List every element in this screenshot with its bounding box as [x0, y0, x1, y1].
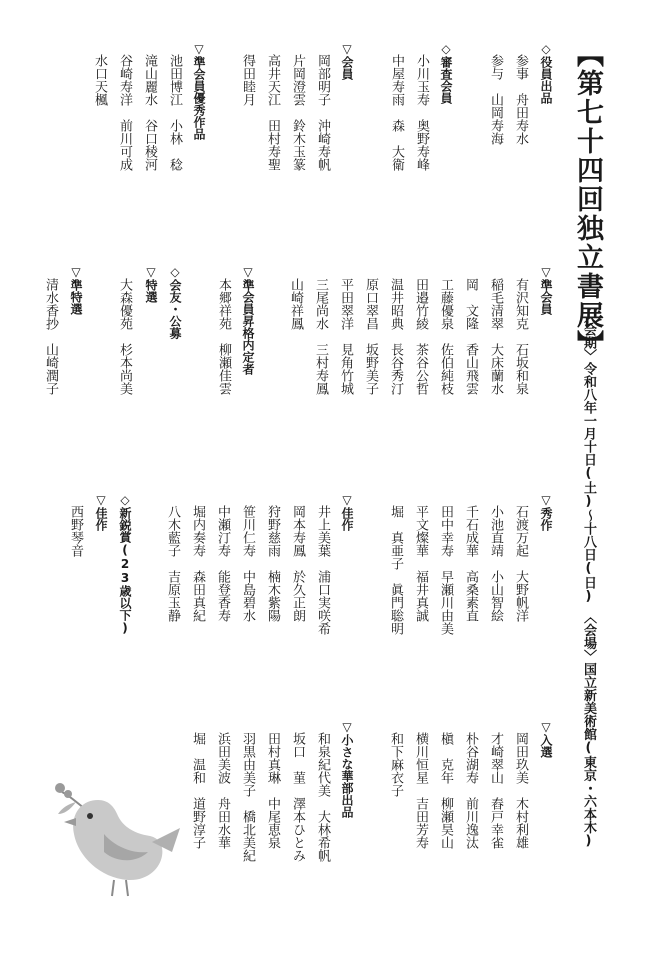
small-3: 田村真琳 中尾恵泉 [265, 732, 280, 849]
member-3: 高井天江 田村寿聖 [265, 54, 280, 171]
semi-special-heading: ▽準特選 [69, 265, 83, 315]
assoc-9: 三尾尚水 三村寿鳳 [313, 278, 328, 395]
promoted-1: 本郷祥苑 柳瀬佳雲 [216, 278, 231, 395]
special-1: 大森優苑 杉本尚美 [117, 278, 132, 395]
bird-body [73, 800, 162, 880]
assoc-1: 有沢知克 石坂和泉 [513, 278, 528, 395]
excellent-1: 池田博江 小林 稔 [167, 54, 182, 171]
nyusen-6: 和下麻衣子 [388, 732, 403, 797]
nyusen-2: 才崎翠山 舂戸幸雀 [488, 732, 503, 849]
shusaku-2: 小池直靖 小山智絵 [488, 505, 503, 622]
shusaku-heading: ▽秀作 [539, 493, 553, 531]
assoc-heading: ▽準会員 [539, 265, 553, 315]
semi-special-1: 清水香抄 山崎潤子 [43, 278, 58, 395]
small-6: 堀 温和 道野淳子 [190, 732, 205, 849]
shusaku-4: 田中幸寿 早瀬川由美 [438, 505, 453, 635]
nyusen-5: 横川恒星 吉田芳寿 [413, 732, 428, 849]
member-1: 岡部明子 沖崎寿帆 [315, 54, 330, 171]
shusaku-3: 千石成華 高桑素直 [463, 505, 478, 622]
small-heading: ▽小さな華部出品 [340, 720, 354, 818]
assoc-10: 山崎祥鳳 [288, 278, 303, 330]
berry [55, 783, 65, 793]
bird-illustration [40, 780, 180, 910]
assoc-2: 稲毛清翠 大床蘭水 [488, 278, 503, 395]
bird-eye [87, 813, 93, 819]
member-2: 片岡澄雲 鈴木玉篆 [290, 54, 305, 171]
newcomer-heading: ◇新鋭賞(23歳以下) [118, 493, 132, 635]
members-heading: ▽会員 [340, 42, 354, 80]
excellent-3: 谷崎寿洋 前川可成 [117, 54, 132, 171]
small-1: 和泉紀代美 大林希帆 [315, 732, 330, 862]
newcomer-kasaku-heading: ▽佳作 [94, 493, 108, 531]
bird-leg [112, 880, 128, 896]
kasaku-4: 笹川仁寿 中島碧水 [240, 505, 255, 622]
member-4: 得田睦月 [240, 54, 255, 106]
leaf [58, 802, 76, 814]
assoc-6: 温井昭典 長谷秀汀 [388, 278, 403, 395]
berry [64, 790, 72, 798]
kasaku-6: 堀内奏寿 森田真紀 [190, 505, 205, 622]
officer-1: 参事 舟田寿水 [513, 54, 528, 145]
judge-1: 小川玉寿 奥野寿峰 [414, 54, 429, 171]
assoc-4: 工藤優泉 佐伯純枝 [438, 278, 453, 395]
exhibition-info: 〈会期〉令和八年一月十日(土)〜十八日(日) 〈会場〉国立新美術館(東京・六本木) [581, 310, 596, 849]
officer-2: 参与 山岡寿海 [488, 54, 503, 145]
friends-heading: ◇会友・公募 [168, 265, 182, 339]
nyusen-1: 岡田玖美 木村利雄 [513, 732, 528, 849]
nyusen-4: 槇 克年 柳瀬昊山 [438, 732, 453, 849]
assoc-8: 平田翠洋 見角竹城 [338, 278, 353, 395]
assoc-5: 田邉竹綾 茶谷公哲 [413, 278, 428, 395]
nyusen-3: 朴谷湖寿 前川逸汰 [463, 732, 478, 849]
kasaku-3: 狩野慈雨 楠木紫陽 [265, 505, 280, 622]
kasaku-2: 岡本寿鳳 於久正朗 [290, 505, 305, 622]
small-2: 坂口 菫 澤本ひとみ [290, 732, 305, 862]
small-4: 羽黒由美子 橋北美紀 [240, 732, 255, 862]
small-5: 浜田美波 舟田水華 [215, 732, 230, 849]
shusaku-6: 堀 真亜子 眞門聡明 [388, 505, 403, 635]
judge-2: 中屋寿雨 森 大衛 [389, 54, 404, 171]
nyusen-heading: ▽入選 [539, 720, 553, 758]
excellent-4: 水口天楓 [92, 54, 107, 106]
excellent-heading: ▽準会員優秀作品 [192, 42, 206, 140]
kasaku-1: 井上美葉 浦口実咲希 [315, 505, 330, 635]
shusaku-5: 平文燦華 福井真誠 [413, 505, 428, 622]
bird-beak [64, 818, 76, 826]
kasaku-7: 八木藍子 吉原玉静 [165, 505, 180, 622]
promoted-heading: ▽準会員昇格内定者 [241, 265, 255, 375]
newcomer-kasaku-1: 西野琴音 [68, 505, 83, 557]
officers-heading: ◇役員出品 [539, 42, 553, 104]
judges-heading: ◇審査会員 [439, 42, 453, 104]
assoc-7: 原口翠昌 坂野美子 [363, 278, 378, 395]
excellent-2: 滝山麗水 谷口稜河 [142, 54, 157, 171]
kasaku-heading: ▽佳作 [340, 493, 354, 531]
assoc-3: 岡 文隆 香山飛雲 [463, 278, 478, 395]
special-heading: ▽特選 [144, 265, 158, 303]
kasaku-5: 中瀬汀寿 能登香寿 [215, 505, 230, 622]
shusaku-1: 石渡万起 大野帆洋 [513, 505, 528, 622]
exhibition-title: 【第七十四回独立書展】 [572, 40, 603, 359]
